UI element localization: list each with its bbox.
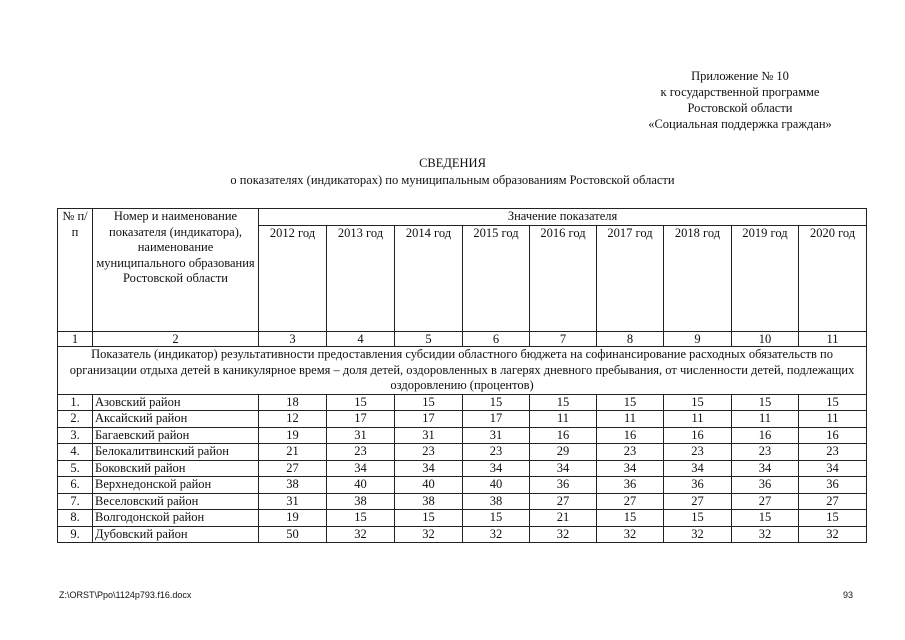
year-header: 2020 год bbox=[799, 226, 867, 332]
footer-page-number: 93 bbox=[843, 590, 854, 600]
column-number: 11 bbox=[799, 332, 867, 347]
indicator-value: 23 bbox=[799, 444, 867, 461]
indicator-value: 15 bbox=[732, 394, 799, 411]
district-name: Белокалитвинский район bbox=[93, 444, 259, 461]
table-section-row bbox=[58, 347, 867, 395]
row-number: 9. bbox=[58, 526, 93, 543]
indicator-value: 16 bbox=[530, 427, 597, 444]
column-number: 4 bbox=[327, 332, 395, 347]
indicator-value: 15 bbox=[395, 394, 463, 411]
indicator-value: 15 bbox=[597, 510, 664, 527]
indicator-value: 15 bbox=[799, 394, 867, 411]
indicator-value: 17 bbox=[327, 411, 395, 428]
indicator-value: 11 bbox=[732, 411, 799, 428]
indicator-value: 17 bbox=[463, 411, 530, 428]
district-name: Волгодонской район bbox=[93, 510, 259, 527]
indicator-value: 36 bbox=[799, 477, 867, 494]
indicator-value: 27 bbox=[259, 460, 327, 477]
indicator-value: 21 bbox=[259, 444, 327, 461]
indicator-value: 27 bbox=[597, 493, 664, 510]
year-header: 2019 год bbox=[732, 226, 799, 332]
section-title-cell bbox=[58, 347, 867, 395]
indicator-value: 36 bbox=[664, 477, 732, 494]
table-row bbox=[58, 394, 867, 411]
indicator-value: 15 bbox=[732, 510, 799, 527]
footer-file-path: Z:\ORST\Ppo\1124p793.f16.docx bbox=[59, 590, 192, 600]
document-subtitle: о показателях (индикаторах) по муниципальным образованиям Ростовской области bbox=[230, 173, 675, 187]
indicator-value: 15 bbox=[463, 510, 530, 527]
indicator-value: 32 bbox=[395, 526, 463, 543]
indicator-value: 15 bbox=[327, 510, 395, 527]
column-number: 6 bbox=[463, 332, 530, 347]
indicator-value: 27 bbox=[732, 493, 799, 510]
indicator-value: 19 bbox=[259, 510, 327, 527]
indicator-value: 12 bbox=[259, 411, 327, 428]
indicator-value: 32 bbox=[530, 526, 597, 543]
indicator-value: 21 bbox=[530, 510, 597, 527]
indicator-value: 15 bbox=[327, 394, 395, 411]
table-row bbox=[58, 510, 867, 527]
indicator-value: 34 bbox=[530, 460, 597, 477]
year-header: 2018 год bbox=[664, 226, 732, 332]
indicator-value: 36 bbox=[597, 477, 664, 494]
appendix-number: Приложение № 10 bbox=[691, 69, 789, 83]
year-header: 2014 год bbox=[395, 226, 463, 332]
row-number: 6. bbox=[58, 477, 93, 494]
indicator-value: 38 bbox=[259, 477, 327, 494]
district-name: Верхнедонской район bbox=[93, 477, 259, 494]
indicator-value: 15 bbox=[597, 394, 664, 411]
indicator-value: 34 bbox=[597, 460, 664, 477]
header-name: Номер и наименование показателя (индикатора), наименование муниципального образования Ростовской области bbox=[96, 209, 255, 285]
indicators-table bbox=[57, 208, 867, 543]
table-row bbox=[58, 444, 867, 461]
appendix-block bbox=[560, 68, 905, 132]
indicator-value: 34 bbox=[395, 460, 463, 477]
indicator-value: 15 bbox=[664, 510, 732, 527]
table-row bbox=[58, 411, 867, 428]
indicator-value: 11 bbox=[799, 411, 867, 428]
indicator-value: 31 bbox=[395, 427, 463, 444]
year-header: 2017 год bbox=[597, 226, 664, 332]
indicator-value: 38 bbox=[327, 493, 395, 510]
indicator-value: 15 bbox=[530, 394, 597, 411]
row-number: 1. bbox=[58, 394, 93, 411]
indicator-value: 15 bbox=[799, 510, 867, 527]
document-heading bbox=[0, 155, 905, 189]
header-value: Значение показателя bbox=[507, 209, 618, 223]
indicator-value: 16 bbox=[597, 427, 664, 444]
column-number: 2 bbox=[93, 332, 259, 347]
indicator-value: 17 bbox=[395, 411, 463, 428]
indicator-value: 40 bbox=[463, 477, 530, 494]
column-number: 7 bbox=[530, 332, 597, 347]
indicator-value: 11 bbox=[597, 411, 664, 428]
table-header-row bbox=[58, 209, 867, 226]
indicator-value: 27 bbox=[799, 493, 867, 510]
row-number: 3. bbox=[58, 427, 93, 444]
indicator-value: 32 bbox=[732, 526, 799, 543]
year-header: 2016 год bbox=[530, 226, 597, 332]
table-row bbox=[58, 526, 867, 543]
indicator-value: 34 bbox=[664, 460, 732, 477]
indicator-value: 38 bbox=[395, 493, 463, 510]
indicator-value: 23 bbox=[463, 444, 530, 461]
header-value-cell bbox=[259, 209, 867, 226]
table-row bbox=[58, 427, 867, 444]
column-number: 10 bbox=[732, 332, 799, 347]
indicator-value: 34 bbox=[799, 460, 867, 477]
indicator-value: 23 bbox=[664, 444, 732, 461]
district-name: Азовский район bbox=[93, 394, 259, 411]
indicator-value: 36 bbox=[732, 477, 799, 494]
indicator-value: 15 bbox=[395, 510, 463, 527]
district-name: Аксайский район bbox=[93, 411, 259, 428]
indicator-value: 15 bbox=[463, 394, 530, 411]
indicator-value: 23 bbox=[597, 444, 664, 461]
column-number: 8 bbox=[597, 332, 664, 347]
indicator-value: 34 bbox=[327, 460, 395, 477]
indicator-value: 32 bbox=[597, 526, 664, 543]
column-number: 5 bbox=[395, 332, 463, 347]
table-row bbox=[58, 493, 867, 510]
indicator-value: 34 bbox=[463, 460, 530, 477]
row-number: 7. bbox=[58, 493, 93, 510]
district-name: Боковский район bbox=[93, 460, 259, 477]
indicator-value: 19 bbox=[259, 427, 327, 444]
header-number: № п/п bbox=[62, 209, 88, 239]
indicator-value: 11 bbox=[664, 411, 732, 428]
indicator-value: 38 bbox=[463, 493, 530, 510]
indicator-value: 16 bbox=[799, 427, 867, 444]
year-header: 2012 год bbox=[259, 226, 327, 332]
header-number-cell bbox=[58, 209, 93, 332]
table-row bbox=[58, 477, 867, 494]
indicator-value: 16 bbox=[732, 427, 799, 444]
indicator-value: 32 bbox=[327, 526, 395, 543]
indicator-value: 32 bbox=[463, 526, 530, 543]
row-number: 8. bbox=[58, 510, 93, 527]
district-name: Веселовский район bbox=[93, 493, 259, 510]
table-row bbox=[58, 460, 867, 477]
indicator-value: 11 bbox=[530, 411, 597, 428]
district-name: Дубовский район bbox=[93, 526, 259, 543]
indicator-value: 40 bbox=[395, 477, 463, 494]
indicator-value: 27 bbox=[530, 493, 597, 510]
year-header: 2013 год bbox=[327, 226, 395, 332]
indicator-value: 36 bbox=[530, 477, 597, 494]
column-number: 3 bbox=[259, 332, 327, 347]
indicator-value: 23 bbox=[327, 444, 395, 461]
indicator-value: 40 bbox=[327, 477, 395, 494]
indicator-value: 16 bbox=[664, 427, 732, 444]
section-title: Показатель (индикатор) результативности предоставления субсидии областного бюджета на софинансирование расходных обязательств по организации отдыха детей в каникулярное время – доля детей, оздоровленных в лагерях дневного пребывания, от численности детей, подлежащих оздоровлению (процентов) bbox=[69, 347, 855, 392]
table-column-numbers-row bbox=[58, 332, 867, 347]
indicator-value: 31 bbox=[259, 493, 327, 510]
header-name-cell bbox=[93, 209, 259, 332]
indicator-value: 23 bbox=[395, 444, 463, 461]
year-header: 2015 год bbox=[463, 226, 530, 332]
row-number: 4. bbox=[58, 444, 93, 461]
indicator-value: 32 bbox=[799, 526, 867, 543]
document-title: СВЕДЕНИЯ bbox=[419, 156, 486, 170]
appendix-program: к государственной программе bbox=[660, 85, 820, 99]
row-number: 2. bbox=[58, 411, 93, 428]
district-name: Багаевский район bbox=[93, 427, 259, 444]
column-number: 9 bbox=[664, 332, 732, 347]
indicator-value: 15 bbox=[664, 394, 732, 411]
indicator-value: 32 bbox=[664, 526, 732, 543]
indicator-value: 29 bbox=[530, 444, 597, 461]
indicator-value: 50 bbox=[259, 526, 327, 543]
appendix-region: Ростовской области bbox=[687, 101, 793, 115]
appendix-program-name: «Социальная поддержка граждан» bbox=[648, 117, 832, 131]
indicator-value: 31 bbox=[327, 427, 395, 444]
indicator-value: 18 bbox=[259, 394, 327, 411]
column-number: 1 bbox=[58, 332, 93, 347]
indicator-value: 23 bbox=[732, 444, 799, 461]
indicator-value: 27 bbox=[664, 493, 732, 510]
row-number: 5. bbox=[58, 460, 93, 477]
indicator-value: 34 bbox=[732, 460, 799, 477]
indicator-value: 31 bbox=[463, 427, 530, 444]
